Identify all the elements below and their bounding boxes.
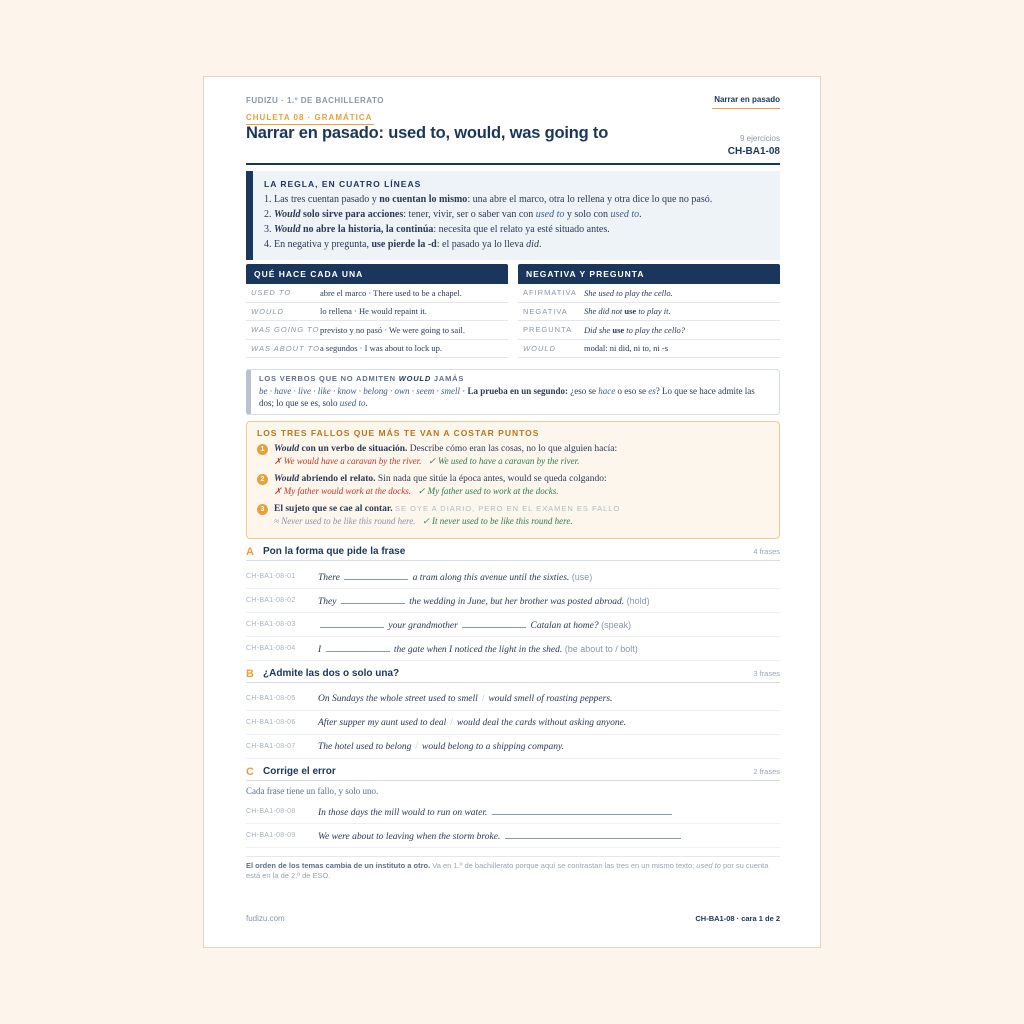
worksheet-page bbox=[203, 76, 821, 948]
exercise-row: CH-BA1-08-08 In those days the mill would to run on water. bbox=[246, 800, 780, 824]
rule-list bbox=[264, 192, 780, 252]
answer-blank[interactable] bbox=[320, 618, 384, 628]
mistakes-heading: LOS TRES FALLOS QUE MÁS TE VAN A COSTAR PUNTOS bbox=[257, 428, 540, 438]
section-title: Corrige el error bbox=[263, 766, 336, 777]
sheet-code: CH-BA1-08 bbox=[727, 146, 780, 157]
exercise-row: CH-BA1-08-01 There a tram along this avenue until the sixties. (use) bbox=[246, 565, 780, 589]
option-a[interactable]: The hotel used to belong bbox=[318, 741, 412, 752]
section-b-header: B ¿Admite las dos o solo una? 3 frases bbox=[246, 665, 780, 683]
stative-body: be · have · live · like · know · belong · own · seem · smell · La prueba en un segundo: ¿eso se hace o eso se es? Lo que se hace admite las dos; lo que se es, solo used to. bbox=[259, 386, 755, 408]
section-a-header: A Pon la forma que pide la frase 4 frases bbox=[246, 543, 780, 561]
curriculum-note: El orden de los temas cambia de un instituto a otro. Va en 1.º de bachillerato porque aquí se contrastan las tres en un mismo texto; used to por su cuenta está en la de 2.º de ESO. bbox=[246, 856, 780, 881]
exercise-row: CH-BA1-08-09 We were about to leaving when the storm broke. bbox=[246, 824, 780, 848]
table-row: AFIRMATIVA She used to play the cello. bbox=[518, 284, 780, 303]
answer-blank[interactable] bbox=[344, 570, 408, 580]
number-badge: 1 bbox=[257, 444, 268, 455]
breadcrumb: FUDIZU · 1.º DE BACHILLERATO bbox=[246, 96, 384, 105]
rule-box bbox=[246, 171, 780, 260]
option-a[interactable]: On Sundays the whole street used to smell bbox=[318, 693, 478, 704]
table-row: WOULD lo rellena · He would repaint it. bbox=[246, 303, 508, 322]
section-count: 4 frases bbox=[753, 547, 780, 556]
rule-box-heading: LA REGLA, EN CUATRO LÍNEAS bbox=[264, 179, 422, 189]
table-row: NEGATIVA She did not use to play it. bbox=[518, 303, 780, 322]
exercise-row: CH-BA1-08-02 They the wedding in June, but her brother was posted abroad. (hold) bbox=[246, 589, 780, 613]
number-badge: 2 bbox=[257, 474, 268, 485]
site-link[interactable]: fudizu.com bbox=[246, 914, 285, 923]
sheet-kicker: CHULETA 08 · GRAMÁTICA bbox=[246, 113, 374, 125]
section-count: 2 frases bbox=[753, 767, 780, 776]
mistake-item: 1 Would con un verbo de situación. Describe cómo eran las cosas, no lo que alguien hacía: ✗ We would have a caravan by the river. ✓ We used to have a caravan by the river. bbox=[257, 443, 769, 468]
rule-item: 3. Would no abre la historia, la continúa: necesita que el relato ya esté situado antes. bbox=[264, 224, 610, 235]
page-title: Narrar en pasado: used to, would, was going to bbox=[246, 124, 609, 142]
table-row: WAS GOING TO previsto y no pasó · We were going to sail. bbox=[246, 321, 508, 340]
exercise-row: CH-BA1-08-03 your grandmother Catalan at home? (speak) bbox=[246, 613, 780, 637]
table-row: WOULD modal: ni did, ni to, ni -s bbox=[518, 340, 780, 359]
negative-question-table bbox=[518, 264, 780, 358]
answer-blank[interactable] bbox=[326, 642, 390, 652]
answer-blank[interactable] bbox=[505, 829, 681, 839]
section-count: 3 frases bbox=[753, 669, 780, 678]
answer-blank[interactable] bbox=[341, 594, 405, 604]
rule-item: 2. Would solo sirve para acciones: tener, vivir, ser o saber van con used to y solo con used to. bbox=[264, 209, 642, 220]
mistake-item: 3 El sujeto que se cae al contar. SE OYE A DIARIO, PERO EN EL EXAMEN ES FALLO ≈ Never used to be like this round here. ✓ It never used to be like this round here. bbox=[257, 503, 769, 528]
option-b[interactable]: would deal the cards without asking anyone. bbox=[456, 717, 627, 728]
option-b[interactable]: would smell of roasting peppers. bbox=[488, 693, 613, 704]
exercise-count: 9 ejercicios bbox=[739, 134, 780, 143]
title-divider bbox=[246, 163, 780, 165]
number-badge: 3 bbox=[257, 504, 268, 515]
rule-item: 4. En negativa y pregunta, use pierde la -d: el pasado ya lo lleva did. bbox=[264, 239, 542, 250]
section-c-header: C Corrige el error 2 frases bbox=[246, 763, 780, 781]
topic-tag: Narrar en pasado bbox=[712, 95, 780, 109]
table-heading: NEGATIVA Y PREGUNTA bbox=[518, 264, 780, 284]
page-indicator: CH-BA1-08 · cara 1 de 2 bbox=[695, 914, 780, 923]
table-heading: QUÉ HACE CADA UNA bbox=[246, 264, 508, 284]
table-row: USED TO abre el marco · There used to be a chapel. bbox=[246, 284, 508, 303]
section-title: ¿Admite las dos o solo una? bbox=[263, 668, 400, 679]
what-each-does-table bbox=[246, 264, 508, 358]
exercise-row: CH-BA1-08-07 The hotel used to belong / would belong to a shipping company. bbox=[246, 735, 780, 759]
table-row: WAS ABOUT TO a segundos · I was about to lock up. bbox=[246, 340, 508, 359]
exercise-row: CH-BA1-08-06 After supper my aunt used to deal / would deal the cards without asking anyone. bbox=[246, 711, 780, 735]
mistake-item: 2 Would abriendo el relato. Sin nada que sitúe la época antes, would se queda colgando: ✗ My father would work at the docks. ✓ My father used to work at the docks. bbox=[257, 473, 769, 498]
exercise-row: CH-BA1-08-05 On Sundays the whole street used to smell / would smell of roasting peppers. bbox=[246, 687, 780, 711]
section-c-note: Cada frase tiene un fallo, y solo uno. bbox=[246, 786, 379, 796]
section-title: Pon la forma que pide la frase bbox=[263, 546, 406, 557]
table-row: PREGUNTA Did she use to play the cello? bbox=[518, 321, 780, 340]
option-a[interactable]: After supper my aunt used to deal bbox=[318, 717, 447, 728]
common-mistakes-box bbox=[246, 421, 780, 539]
option-b[interactable]: would belong to a shipping company. bbox=[422, 741, 565, 752]
answer-blank[interactable] bbox=[492, 805, 672, 815]
answer-blank[interactable] bbox=[462, 618, 526, 628]
rule-item: 1. Las tres cuentan pasado y no cuentan lo mismo: una abre el marco, otra lo rellena y otra dice lo que no pasó. bbox=[264, 194, 713, 205]
exercise-row: CH-BA1-08-04 I the gate when I noticed the light in the shed. (be about to / bolt) bbox=[246, 637, 780, 661]
stative-heading: LOS VERBOS QUE NO ADMITEN WOULD JAMÁS bbox=[259, 374, 465, 383]
stative-verbs-box bbox=[246, 369, 780, 415]
